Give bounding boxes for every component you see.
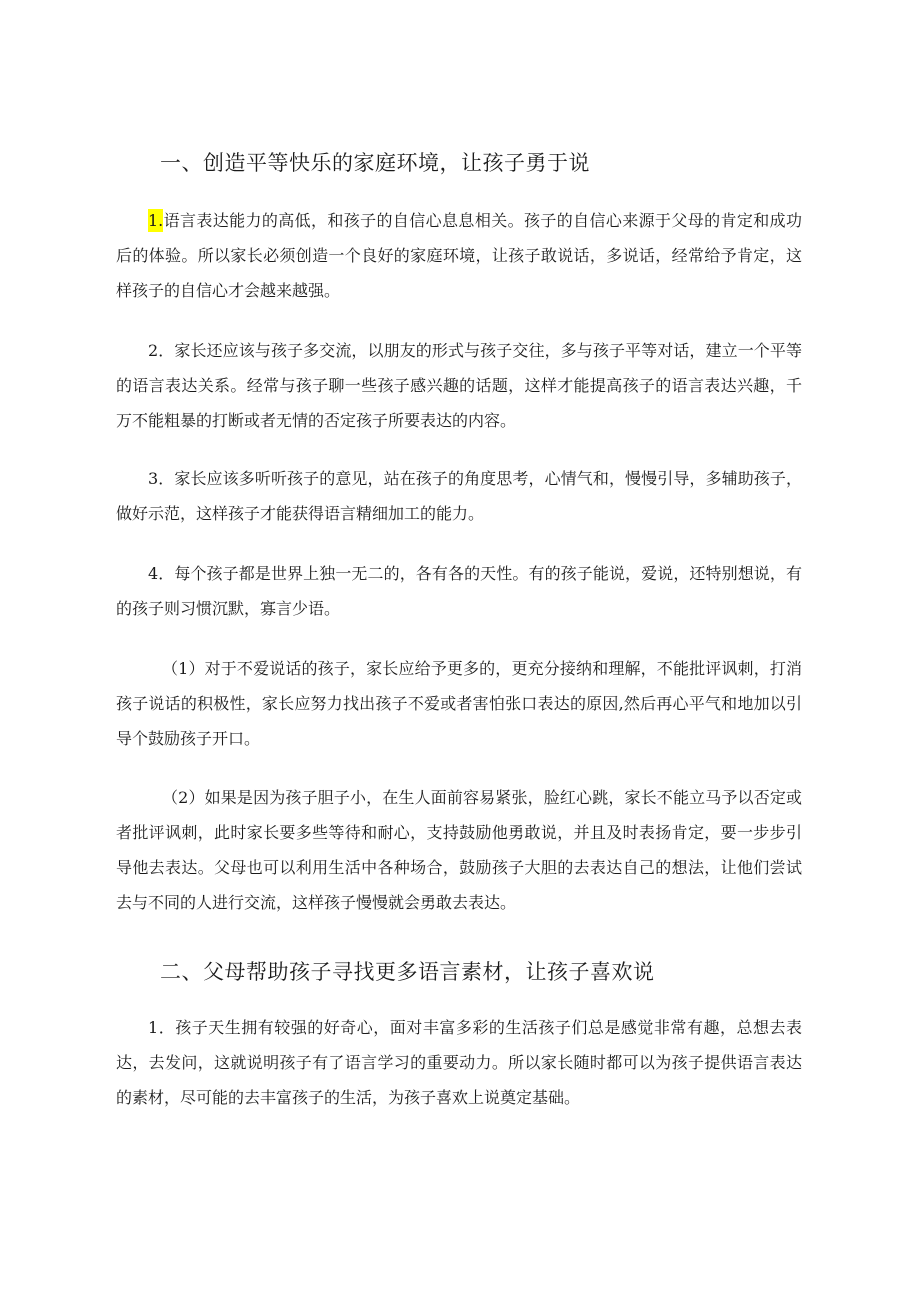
section-1-paragraph-1: [116, 203, 802, 308]
section-1-subparagraph-2: （2）如果是因为孩子胆子小，在生人面前容易紧张，脸红心跳，家长不能立马予以否定或者批评讽刺，此时家长要多些等待和耐心，支持鼓励他勇敢说，并且及时表扬肯定，要一步步引导他去表达。父母也可以利用生活中各种场合，鼓励孩子大胆的去表达自己的想法，让他们尝试去与不同的人进行交流，这样孩子慢慢就会勇敢去表达。: [116, 788, 802, 912]
section-1-paragraph-2: 2．家长还应该与孩子多交流，以朋友的形式与孩子交往，多与孩子平等对话，建立一个平等的语言表达关系。经常与孩子聊一些孩子感兴趣的话题，这样才能提高孩子的语言表达兴趣，千万不能粗暴的打断或者无情的否定孩子所要表达的内容。: [116, 341, 802, 430]
section-1-heading: 一、创造平等快乐的家庭环境，让孩子勇于说: [160, 151, 590, 175]
section-2-heading: 二、父母帮助孩子寻找更多语言素材，让孩子喜欢说: [160, 960, 655, 984]
section-1-paragraph-3: 3．家长应该多听听孩子的意见，站在孩子的角度思考，心情气和，慢慢引导，多辅助孩子，做好示范，这样孩子才能获得语言精细加工的能力。: [116, 469, 802, 523]
section-2-paragraph-1: 1．孩子天生拥有较强的好奇心，面对丰富多彩的生活孩子们总是感觉非常有趣，总想去表达，去发问，这就说明孩子有了语言学习的重要动力。所以家长随时都可以为孩子提供语言表达的素材，尽可能的去丰富孩子的生活，为孩子喜欢上说奠定基础。: [116, 1018, 802, 1107]
section-1-paragraph-4: 4．每个孩子都是世界上独一无二的，各有各的天性。有的孩子能说，爱说，还特别想说，有的孩子则习惯沉默，寡言少语。: [116, 564, 802, 618]
paragraph-1-text: 语言表达能力的高低，和孩子的自信心息息相关。孩子的自信心来源于父母的肯定和成功后的体验。所以家长必须创造一个良好的家庭环境，让孩子敢说话，多说话，经常给予肯定，这样孩子的自信心才会越来越强。: [116, 211, 802, 300]
highlighted-number: 1.: [148, 211, 164, 230]
section-1-subparagraph-1: （1）对于不爱说话的孩子，家长应给予更多的，更充分接纳和理解，不能批评讽刺，打消孩子说话的积极性，家长应努力找出孩子不爱或者害怕张口表达的原因,然后再心平气和地加以引导个鼓励孩子开口。: [116, 659, 802, 748]
